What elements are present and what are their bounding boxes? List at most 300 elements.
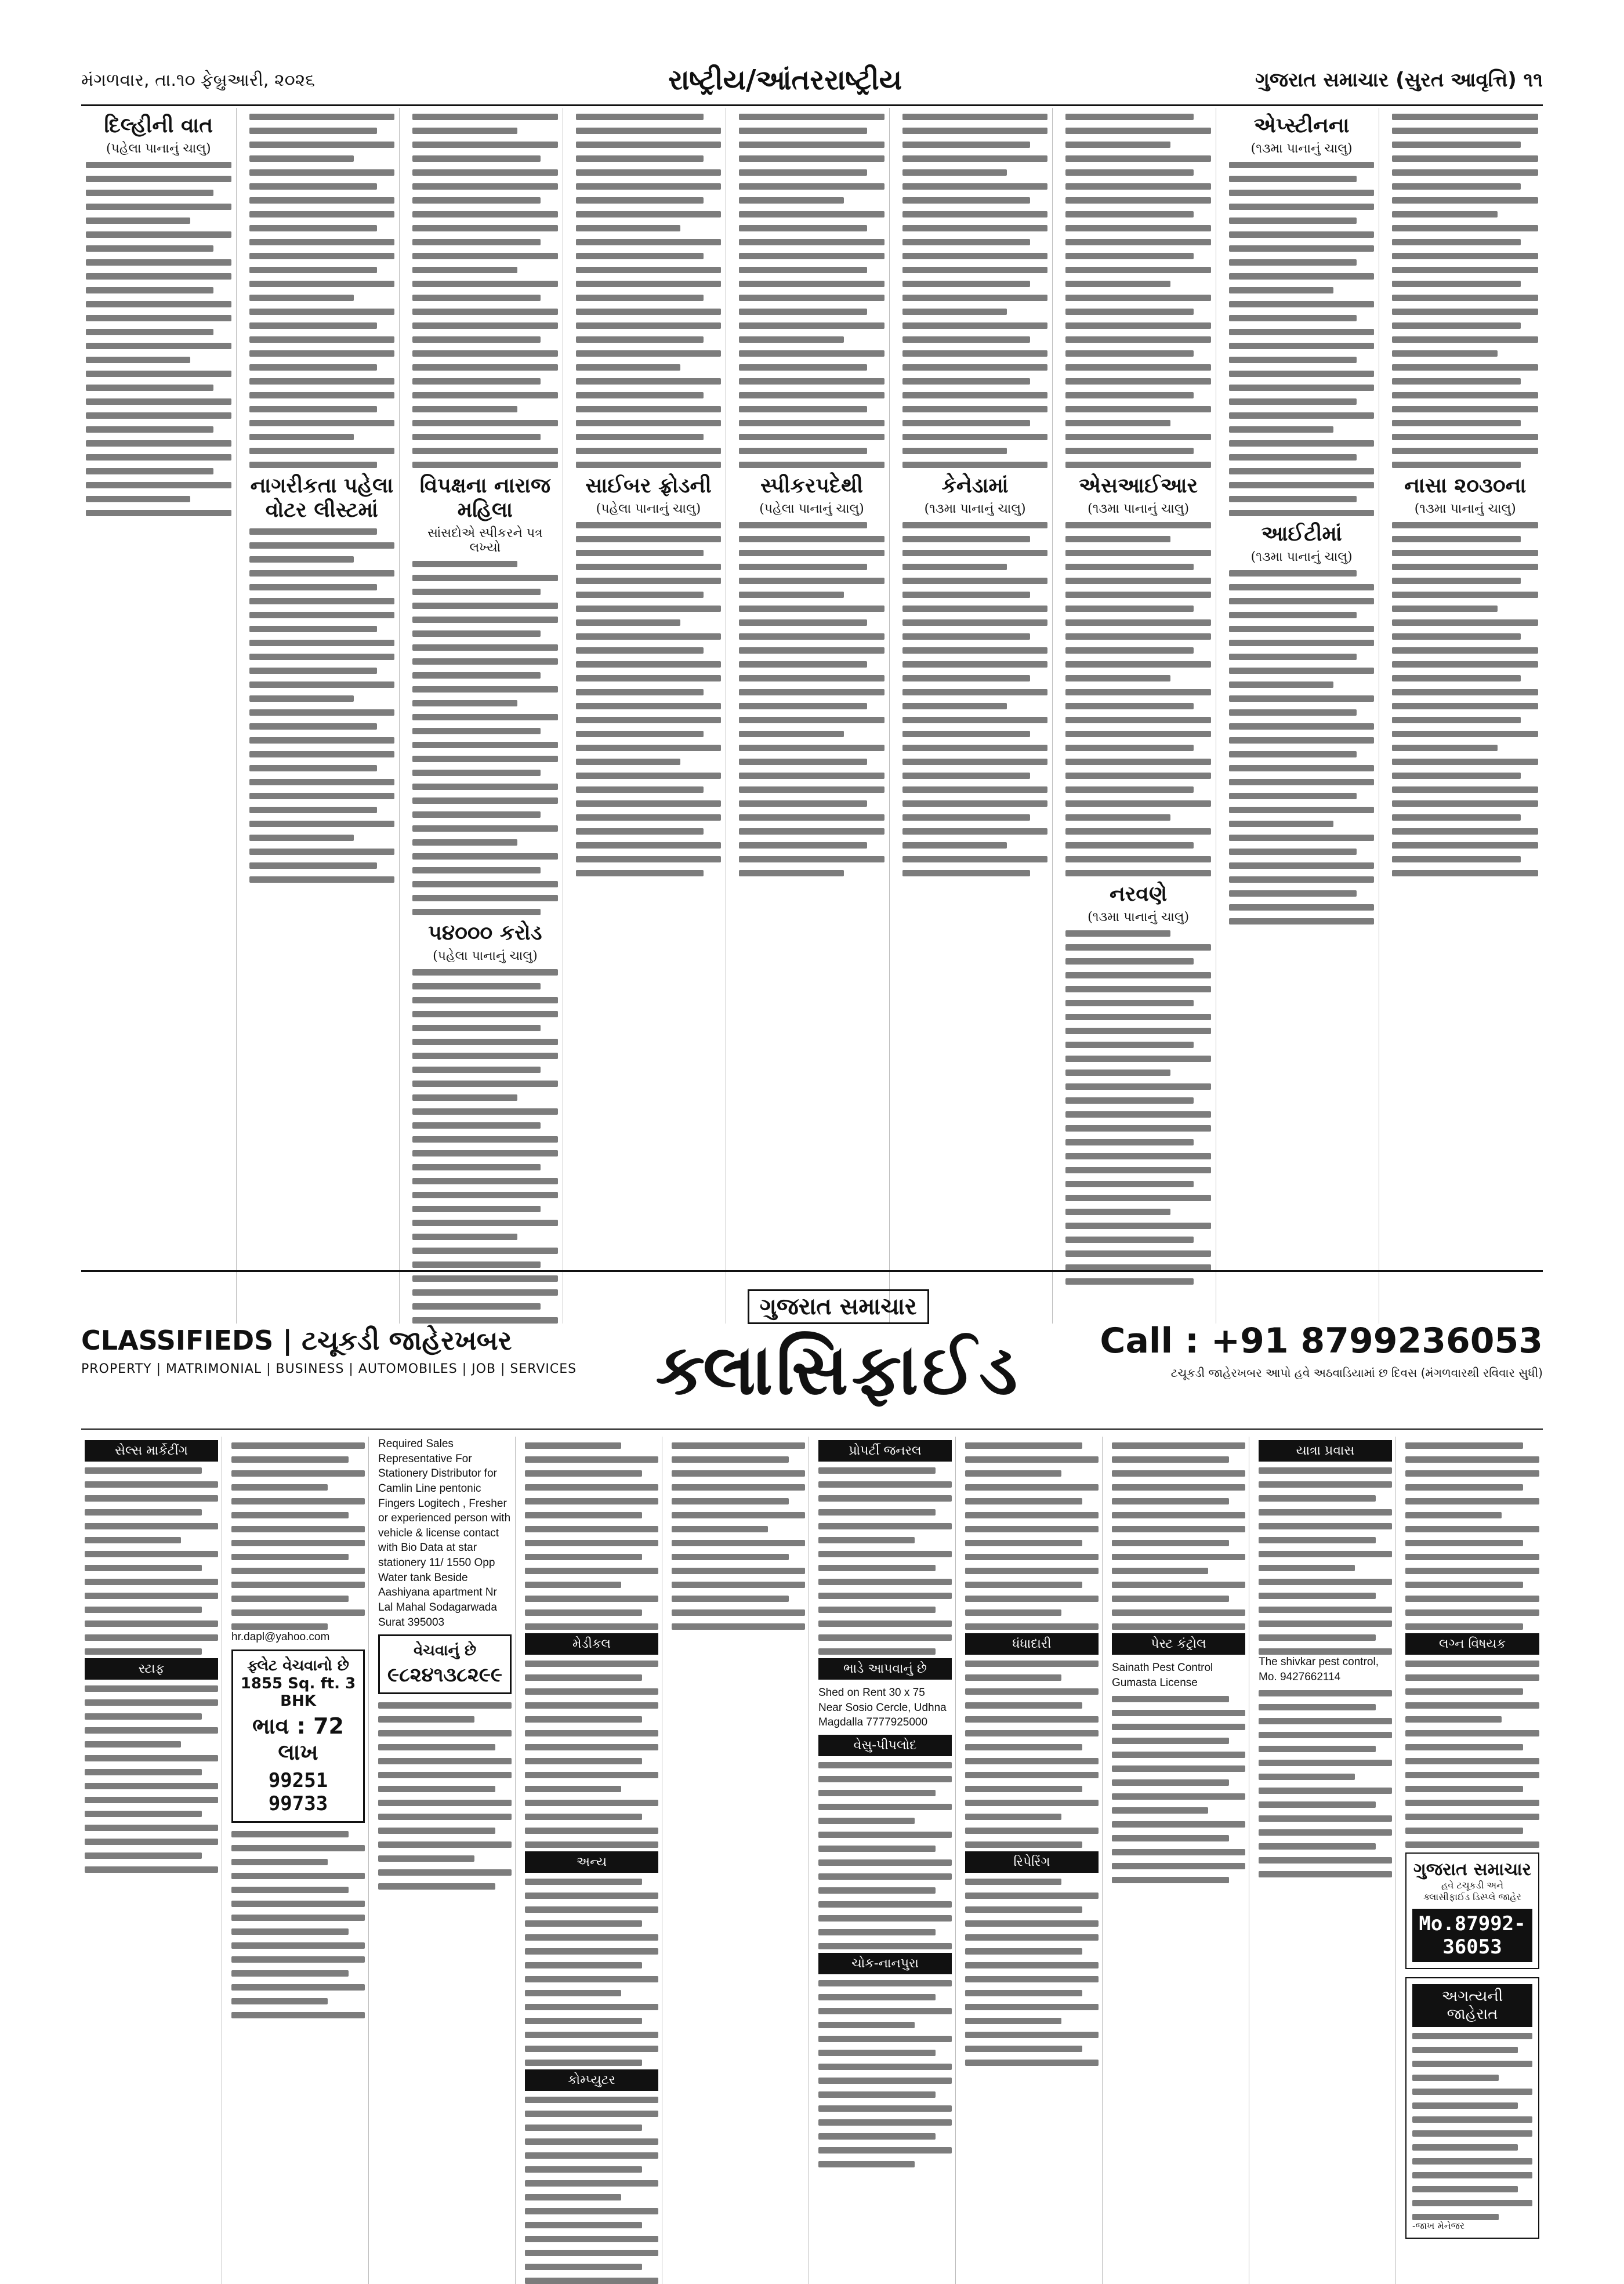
pest-ad-text: The shivkar pest control, Mo. 9427662114	[1259, 1656, 1379, 1683]
text-line	[1405, 1702, 1539, 1709]
category-tag: લગ્ન વિષયક	[1405, 1633, 1539, 1655]
text-line	[412, 378, 540, 385]
text-line	[412, 672, 540, 679]
text-line	[1229, 259, 1357, 266]
article-body	[1065, 114, 1211, 468]
text-line	[672, 1568, 805, 1574]
text-line	[412, 169, 558, 176]
text-line	[412, 714, 558, 720]
text-line	[672, 1498, 789, 1504]
text-line	[739, 759, 867, 765]
text-line	[902, 142, 1030, 148]
text-line	[1065, 434, 1211, 440]
text-line	[1392, 420, 1520, 426]
ad-heading: વેચવાનું છે	[413, 1642, 477, 1660]
classifieds-call-number[interactable]: Call : +91 8799236053	[1100, 1321, 1543, 1361]
text-line	[378, 1772, 512, 1778]
text-line	[1065, 703, 1193, 709]
news-column	[734, 108, 890, 1324]
text-line	[1392, 550, 1538, 556]
text-line	[576, 592, 704, 598]
text-line	[85, 1648, 202, 1655]
text-line	[525, 2264, 642, 2270]
text-line	[1259, 1690, 1392, 1696]
text-line	[1112, 1724, 1245, 1730]
text-line	[249, 542, 395, 549]
text-line	[525, 1841, 658, 1848]
text-line	[412, 561, 517, 567]
email-text[interactable]: hr.dapl@yahoo.com	[231, 1631, 330, 1643]
ad-phone[interactable]: 99251 99733	[268, 1768, 328, 1815]
text-line	[1112, 1779, 1229, 1786]
text-line	[249, 434, 354, 440]
text-line	[412, 114, 558, 120]
text-line	[739, 378, 884, 385]
text-line	[85, 1713, 202, 1720]
text-line	[818, 1804, 952, 1810]
text-line	[672, 1609, 805, 1616]
text-line	[1259, 1774, 1355, 1780]
text-line	[965, 1456, 1099, 1463]
text-line	[249, 793, 395, 799]
text-line	[525, 2194, 621, 2200]
text-line	[249, 723, 377, 730]
promo-box	[1405, 1852, 1539, 1969]
text-line	[902, 647, 1048, 654]
text-line	[1112, 1526, 1245, 1532]
notice-text	[1412, 2033, 1532, 2220]
article-subhead: (પહેલા પાનાનું ચાલુ)	[106, 142, 211, 156]
text-line	[1065, 350, 1193, 357]
text-line	[1259, 1579, 1392, 1585]
text-line	[1229, 821, 1333, 827]
text-line	[249, 876, 395, 883]
text-line	[739, 253, 884, 259]
text-line	[249, 420, 395, 426]
category-tag: કોમ્પ્યુટર	[525, 2069, 658, 2091]
text-line	[902, 448, 1007, 454]
text-line	[672, 1470, 805, 1477]
text-line	[525, 1702, 658, 1709]
text-line	[231, 1498, 365, 1504]
text-line	[231, 1554, 349, 1560]
classified-text	[818, 1980, 952, 2167]
text-line	[576, 522, 722, 528]
text-line	[525, 2060, 642, 2066]
text-line	[525, 1828, 658, 1834]
text-line	[1065, 1209, 1170, 1215]
text-line	[1392, 647, 1538, 654]
text-line	[86, 245, 213, 252]
text-line	[576, 225, 680, 231]
text-line	[86, 231, 231, 238]
text-line	[86, 357, 190, 363]
text-line	[739, 406, 867, 412]
text-line	[965, 2060, 1099, 2066]
text-line	[525, 1442, 621, 1449]
text-line	[739, 689, 884, 695]
text-line	[1392, 689, 1538, 695]
text-line	[1065, 619, 1211, 626]
text-line	[525, 1623, 658, 1630]
text-line	[525, 1484, 658, 1491]
category-tag: મેડીકલ	[525, 1633, 658, 1655]
classifieds-note: ટચૂકડી જાહેરખબર આપો હવે અઠવાડિયામાં છ દિવસ (મંગળવારથી રવિવાર સુધી)	[1170, 1366, 1543, 1380]
text-line	[412, 1081, 558, 1087]
text-line	[1259, 1537, 1376, 1543]
text-line	[576, 647, 704, 654]
text-line	[525, 1716, 642, 1723]
text-line	[412, 1053, 558, 1059]
text-line	[1229, 315, 1357, 321]
text-line	[576, 633, 722, 640]
pest-ad	[1259, 1655, 1392, 1684]
text-line	[576, 239, 722, 245]
text-line	[576, 197, 704, 204]
text-line	[85, 1495, 218, 1502]
text-line	[965, 1688, 1099, 1695]
text-line	[965, 1674, 1061, 1681]
text-line	[1065, 856, 1211, 862]
text-line	[818, 1762, 952, 1768]
text-line	[576, 800, 722, 807]
article-heading: આઈટીમાં	[1261, 522, 1342, 546]
text-line	[249, 668, 377, 674]
text-line	[672, 1512, 805, 1518]
text-line	[576, 786, 704, 793]
text-line	[965, 1920, 1099, 1927]
text-line	[739, 522, 867, 528]
text-line	[902, 773, 1030, 779]
text-line	[1229, 807, 1375, 813]
text-line	[231, 1970, 349, 1977]
text-line	[965, 1879, 1061, 1885]
text-line	[412, 770, 540, 776]
article-body	[1065, 930, 1211, 1285]
text-line	[1065, 930, 1170, 937]
text-line	[739, 633, 884, 640]
article-body	[1392, 114, 1538, 468]
text-line	[576, 128, 722, 134]
text-line	[412, 589, 540, 595]
text-line	[1065, 522, 1211, 528]
promo-brand: ગુજરાત સમાચાર	[1413, 1859, 1532, 1880]
text-line	[231, 1470, 365, 1477]
text-line	[965, 1934, 1099, 1941]
text-line	[1065, 1042, 1193, 1048]
text-line	[412, 867, 540, 873]
text-line	[86, 301, 231, 307]
text-line	[1065, 564, 1193, 570]
article-body	[412, 114, 558, 468]
text-line	[1065, 1028, 1211, 1034]
text-line	[739, 773, 884, 779]
section-title: રાષ્ટ્રીય/આંતરરાષ્ટ્રીય	[668, 63, 902, 96]
text-line	[412, 1192, 558, 1198]
text-line	[525, 1920, 642, 1927]
text-line	[85, 1509, 202, 1516]
text-line	[1229, 584, 1375, 590]
text-line	[85, 1741, 181, 1748]
text-line	[902, 350, 1048, 357]
text-line	[1065, 958, 1193, 965]
text-line	[1229, 668, 1375, 674]
text-line	[672, 1484, 805, 1491]
text-line	[576, 856, 722, 862]
text-line	[965, 1893, 1099, 1899]
text-line	[249, 197, 395, 204]
text-line	[1229, 231, 1375, 238]
text-line	[1229, 204, 1375, 210]
text-line	[965, 2046, 1082, 2052]
text-line	[412, 142, 558, 148]
text-line	[85, 1852, 202, 1859]
text-line	[965, 1623, 1099, 1630]
text-line	[1229, 273, 1375, 280]
text-line	[249, 528, 377, 535]
text-line	[1259, 1829, 1392, 1836]
text-line	[818, 1873, 952, 1880]
text-line	[1392, 378, 1520, 385]
text-line	[1065, 295, 1211, 301]
text-line	[525, 1526, 658, 1532]
text-line	[902, 128, 1048, 134]
text-line	[902, 661, 1048, 668]
article-subhead: (૧૩મા પાનાનું ચાલુ)	[1088, 502, 1190, 516]
text-line	[1259, 1788, 1392, 1794]
text-line	[525, 2046, 658, 2052]
text-line	[576, 295, 704, 301]
text-line	[1229, 779, 1375, 785]
text-line	[902, 114, 1048, 120]
text-line	[965, 1554, 1099, 1560]
text-line	[1229, 287, 1333, 293]
article-body	[902, 114, 1048, 468]
text-line	[249, 821, 395, 827]
text-line	[378, 1744, 495, 1750]
text-line	[1229, 751, 1357, 757]
text-line	[525, 1906, 658, 1913]
text-line	[965, 1512, 1099, 1518]
text-line	[525, 1962, 642, 1968]
text-line	[1065, 267, 1211, 273]
text-line	[1229, 301, 1375, 307]
text-line	[818, 2119, 952, 2126]
article-heading: કેનેડામાં	[941, 474, 1009, 498]
page-header	[81, 56, 1543, 106]
article-body	[902, 522, 1048, 876]
text-line	[576, 536, 722, 542]
text-line	[249, 364, 377, 371]
text-line	[739, 870, 843, 876]
category-tag: સ્ટાફ	[85, 1658, 218, 1680]
text-line	[1229, 398, 1357, 405]
text-line	[249, 584, 377, 590]
text-line	[739, 448, 867, 454]
text-line	[1065, 392, 1193, 398]
classifieds-banner	[81, 1272, 1543, 1430]
classified-text	[525, 1442, 658, 1630]
text-line	[249, 462, 377, 468]
text-line	[1259, 1551, 1392, 1557]
text-line	[1392, 592, 1538, 598]
text-line	[672, 1596, 789, 1602]
text-line	[1405, 1841, 1539, 1848]
text-line	[1405, 1730, 1539, 1736]
text-line	[249, 128, 377, 134]
text-line	[1405, 1772, 1539, 1778]
text-line	[412, 686, 558, 693]
category-tag: યાત્રા પ્રવાસ	[1259, 1440, 1392, 1462]
text-line	[249, 322, 377, 329]
text-line	[902, 870, 1030, 876]
text-line	[1229, 482, 1375, 488]
text-line	[85, 1565, 202, 1571]
text-line	[525, 1688, 658, 1695]
text-line	[576, 689, 704, 695]
text-line	[1259, 1760, 1392, 1766]
text-line	[249, 392, 395, 398]
text-line	[86, 329, 213, 335]
text-line	[525, 1512, 642, 1518]
classified-text	[1405, 1661, 1539, 1848]
text-line	[412, 448, 558, 454]
text-line	[1392, 364, 1538, 371]
text-line	[1412, 2047, 1518, 2053]
text-line	[1065, 1111, 1211, 1118]
text-line	[249, 862, 377, 869]
text-line	[86, 482, 231, 488]
text-line	[1405, 1568, 1539, 1574]
text-line	[1392, 225, 1538, 231]
text-line	[231, 1609, 365, 1616]
text-line	[1229, 654, 1357, 660]
classified-column	[815, 1437, 956, 2284]
text-line	[1112, 1738, 1229, 1744]
text-line	[249, 281, 395, 287]
text-line	[249, 695, 354, 702]
article-body	[249, 528, 395, 883]
text-line	[902, 239, 1030, 245]
text-line	[1229, 329, 1375, 335]
text-line	[1259, 1495, 1376, 1502]
text-line	[412, 617, 558, 623]
text-line	[576, 322, 722, 329]
text-line	[1065, 183, 1211, 190]
text-line	[249, 253, 395, 259]
text-line	[576, 842, 722, 849]
text-line	[1229, 510, 1375, 516]
text-line	[1229, 412, 1375, 419]
text-line	[965, 2004, 1099, 2010]
text-line	[576, 828, 704, 835]
text-line	[412, 603, 558, 609]
text-line	[412, 1011, 558, 1017]
text-line	[1229, 454, 1357, 461]
article-heading: નાસા ૨૦૩૦ના	[1404, 474, 1527, 498]
text-line	[412, 909, 540, 915]
classified-text	[231, 1442, 365, 1630]
text-line	[378, 1855, 474, 1862]
promo-phone[interactable]: Mo.87992-36053	[1412, 1909, 1532, 1962]
text-line	[1065, 1097, 1193, 1104]
text-line	[818, 1859, 952, 1866]
text-line	[1392, 392, 1538, 398]
text-line	[525, 1582, 621, 1588]
shed-ad-text: Shed on Rent 30 x 75 Near Sosio Cercle, Udhna Magdalla 7777925000	[818, 1687, 947, 1729]
text-line	[525, 2018, 642, 2024]
text-line	[1392, 522, 1538, 528]
text-line	[412, 575, 558, 581]
text-line	[902, 675, 1030, 681]
text-line	[1065, 169, 1193, 176]
text-line	[902, 814, 1030, 821]
text-line	[1229, 176, 1357, 182]
classified-column	[375, 1437, 516, 2284]
text-line	[378, 1786, 495, 1792]
text-line	[249, 556, 354, 563]
text-line	[249, 239, 395, 245]
text-line	[1259, 1718, 1392, 1724]
text-line	[412, 420, 558, 426]
text-line	[1412, 2214, 1499, 2220]
classified-text	[1259, 1467, 1392, 1655]
text-line	[412, 392, 558, 398]
text-line	[902, 295, 1048, 301]
text-line	[231, 1831, 349, 1837]
text-line	[1229, 385, 1375, 391]
classified-text	[231, 1831, 365, 2018]
text-line	[249, 737, 395, 744]
text-line	[818, 1509, 936, 1516]
pest-ad-text: Sainath Pest Control Gumasta License	[1112, 1662, 1213, 1689]
category-tag: પ્રોપર્ટી જનરલ	[818, 1440, 952, 1462]
news-column	[245, 108, 400, 1324]
text-line	[85, 1839, 218, 1845]
text-line	[739, 536, 884, 542]
text-line	[1392, 731, 1538, 737]
notice-signoff: -જાખ મેનેજર	[1412, 2220, 1465, 2231]
article-heading: એપ્સ્ટીનના	[1253, 114, 1350, 137]
email-address[interactable]	[231, 1630, 365, 1645]
ad-phone[interactable]: ૯૮૨૪૧૩૮૨૯૯	[387, 1663, 503, 1687]
text-line	[1412, 2158, 1532, 2165]
text-line	[902, 731, 1030, 737]
text-line	[1229, 849, 1357, 855]
text-line	[1412, 2089, 1532, 2095]
text-line	[576, 462, 722, 468]
pest-ad	[1112, 1661, 1245, 1690]
text-line	[739, 169, 867, 176]
text-line	[1112, 1623, 1245, 1630]
text-line	[902, 689, 1048, 695]
classified-text	[818, 1467, 952, 1655]
text-line	[576, 448, 722, 454]
text-line	[1405, 1716, 1502, 1723]
text-line	[1392, 661, 1538, 668]
news-columns	[81, 108, 1543, 1256]
text-line	[739, 842, 867, 849]
text-line	[902, 155, 1048, 162]
text-line	[1259, 1843, 1376, 1850]
text-line	[85, 1537, 181, 1543]
text-line	[739, 462, 884, 468]
text-line	[576, 169, 722, 176]
text-line	[1412, 2130, 1532, 2137]
text-line	[231, 1512, 349, 1518]
text-line	[1065, 239, 1211, 245]
text-line	[576, 114, 704, 120]
